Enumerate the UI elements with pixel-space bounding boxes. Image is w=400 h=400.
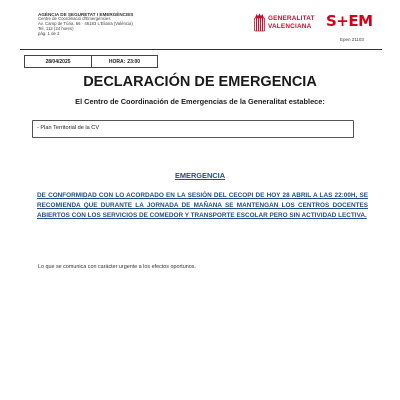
page-title: DECLARACIÓN DE EMERGENCIA (83, 74, 317, 90)
form-code: Epen 21103 (340, 37, 364, 42)
closing-text: Lo que se comunica con carácter urgente a los efectos oportunos. (38, 264, 196, 270)
sem-logo: S+EM (326, 12, 373, 30)
date-cell: 28/04/2025 (25, 56, 92, 67)
gv-line2: VALENCIANA (268, 22, 312, 30)
generalitat-logo (254, 13, 316, 33)
plan-text: - Plan Territorial de la CV (37, 125, 100, 131)
emergency-heading-text: EMERGENCIA (174, 171, 226, 180)
time-value: 23:00 (127, 58, 141, 65)
org-line: Tel. 112 (24 hores) (38, 26, 74, 32)
page-subtitle: El Centro de Coordinación de Emergencias de la Generalitat establece: (75, 97, 325, 106)
header-organization (38, 12, 188, 37)
declaration-body: DE CONFORMIDAD CON LO ACORDADO EN LA SESIÓN DEL CECOPI DE HOY 28 ABRIL A LAS 22:00H, SE RECOMIENDA QUE DURANTE LA JORNADA DE MAÑANA SE MANTENGAN LOS CENTROS DOCENTES ABIERTOS CON LOS SERVICIOS DE COMEDOR Y TRANSPORTE ESCOLAR PERO SIN ACTIVIDAD LECTIVA. (37, 192, 368, 220)
header-divider (20, 49, 382, 50)
time-label: HORA: (108, 58, 126, 65)
generalitat-wordmark (268, 15, 315, 30)
org-line: pàg. 1 de 2 (38, 31, 60, 37)
org-line: Av. Camp de Túria, 66 · 46183 L'Eliana (València) (38, 21, 133, 27)
org-name: AGÈNCIA DE SEGURETAT I EMERGÈNCIES (38, 12, 134, 17)
plan-box (32, 120, 354, 138)
date-time-box (24, 55, 158, 68)
org-line: Centre de Coordinació d'Emergències (38, 16, 111, 22)
generalitat-emblem-icon (254, 13, 265, 32)
gv-line1: GENERALITAT (268, 15, 315, 22)
emergency-heading (0, 171, 400, 180)
time-cell (92, 56, 157, 67)
